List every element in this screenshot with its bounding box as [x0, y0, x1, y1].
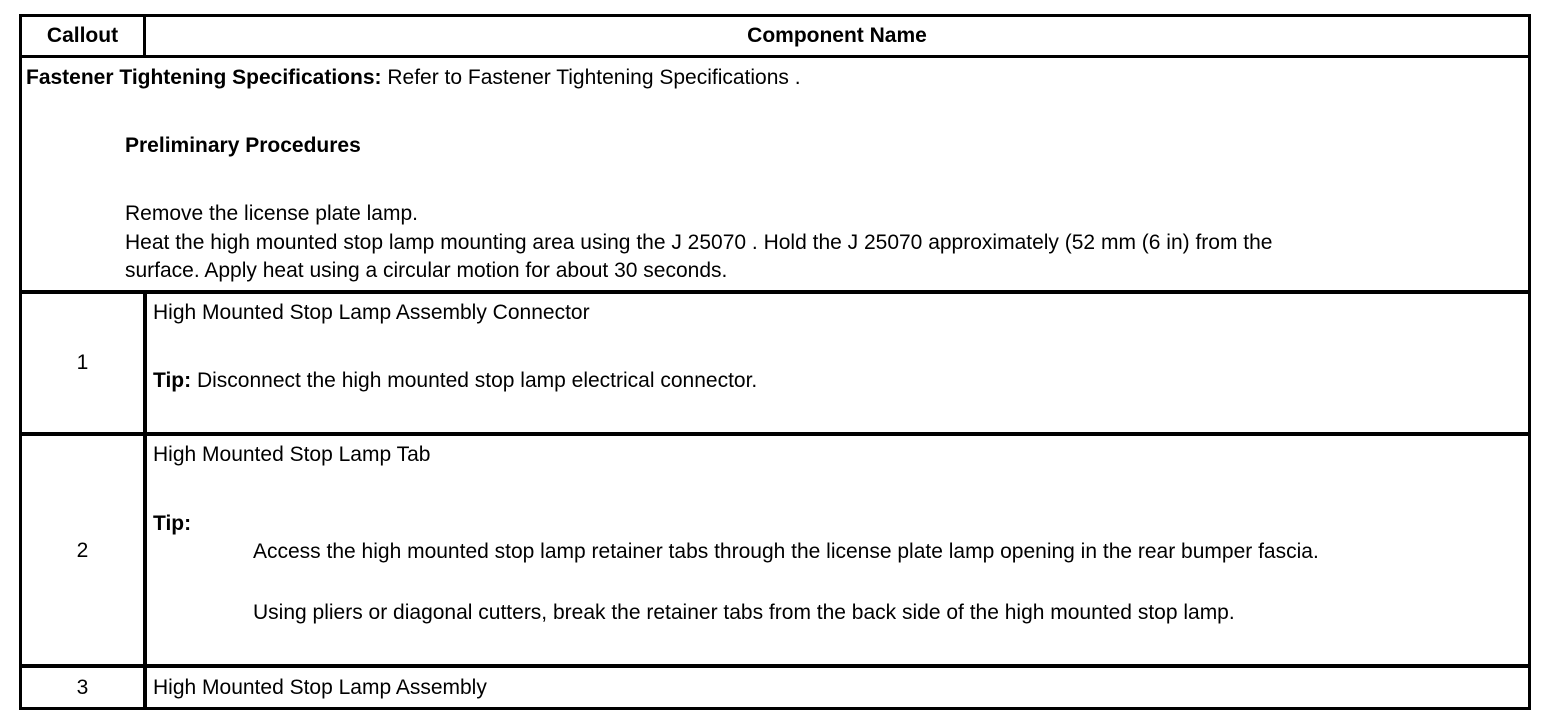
fastener-spec-label: Fastener Tightening Specifications: [26, 66, 382, 89]
row2-tip-item: Using pliers or diagonal cutters, break the retainer tabs from the back side of the high mounted stop lamp. [253, 601, 1235, 624]
rows-column-divider [143, 290, 147, 710]
table-border-top [19, 14, 1531, 17]
row2-separator [19, 664, 1531, 668]
row1-separator [19, 432, 1531, 436]
header-callout: Callout [46, 24, 119, 47]
row2-tip-label: Tip: [153, 512, 192, 535]
fastener-spec-line [26, 64, 801, 92]
intro-separator [19, 290, 1531, 294]
table-border-bottom [19, 707, 1531, 710]
preliminary-step-2-line-2: surface. Apply heat using a circular motion for about 30 seconds. [125, 259, 728, 282]
preliminary-step-2-line-1: Heat the high mounted stop lamp mounting area using the J 25070 . Hold the J 25070 approximately (52 mm (6 in) from the [125, 231, 1273, 254]
row1-callout: 1 [76, 351, 89, 374]
row2-tip-item: Access the high mounted stop lamp retainer tabs through the license plate lamp opening in the rear bumper fascia. [253, 540, 1319, 563]
row1-tip-label: Tip: [153, 369, 192, 392]
header-separator [19, 55, 1531, 58]
preliminary-procedures-heading: Preliminary Procedures [125, 134, 361, 157]
row2-callout: 2 [76, 539, 89, 562]
row1-component-name: High Mounted Stop Lamp Assembly Connector [153, 301, 590, 324]
row2-component-name: High Mounted Stop Lamp Tab [153, 443, 431, 466]
header-component-name: Component Name [747, 24, 927, 47]
row1-tip [153, 367, 757, 395]
table-border-right [1528, 14, 1531, 710]
preliminary-step-1: Remove the license plate lamp. [125, 202, 418, 225]
fastener-spec-text: Refer to Fastener Tightening Specifications . [381, 66, 801, 89]
row3-callout: 3 [76, 676, 89, 699]
row1-tip-text: Disconnect the high mounted stop lamp electrical connector. [191, 369, 758, 392]
components-table [19, 14, 1531, 710]
row3-component-name: High Mounted Stop Lamp Assembly [153, 676, 487, 699]
